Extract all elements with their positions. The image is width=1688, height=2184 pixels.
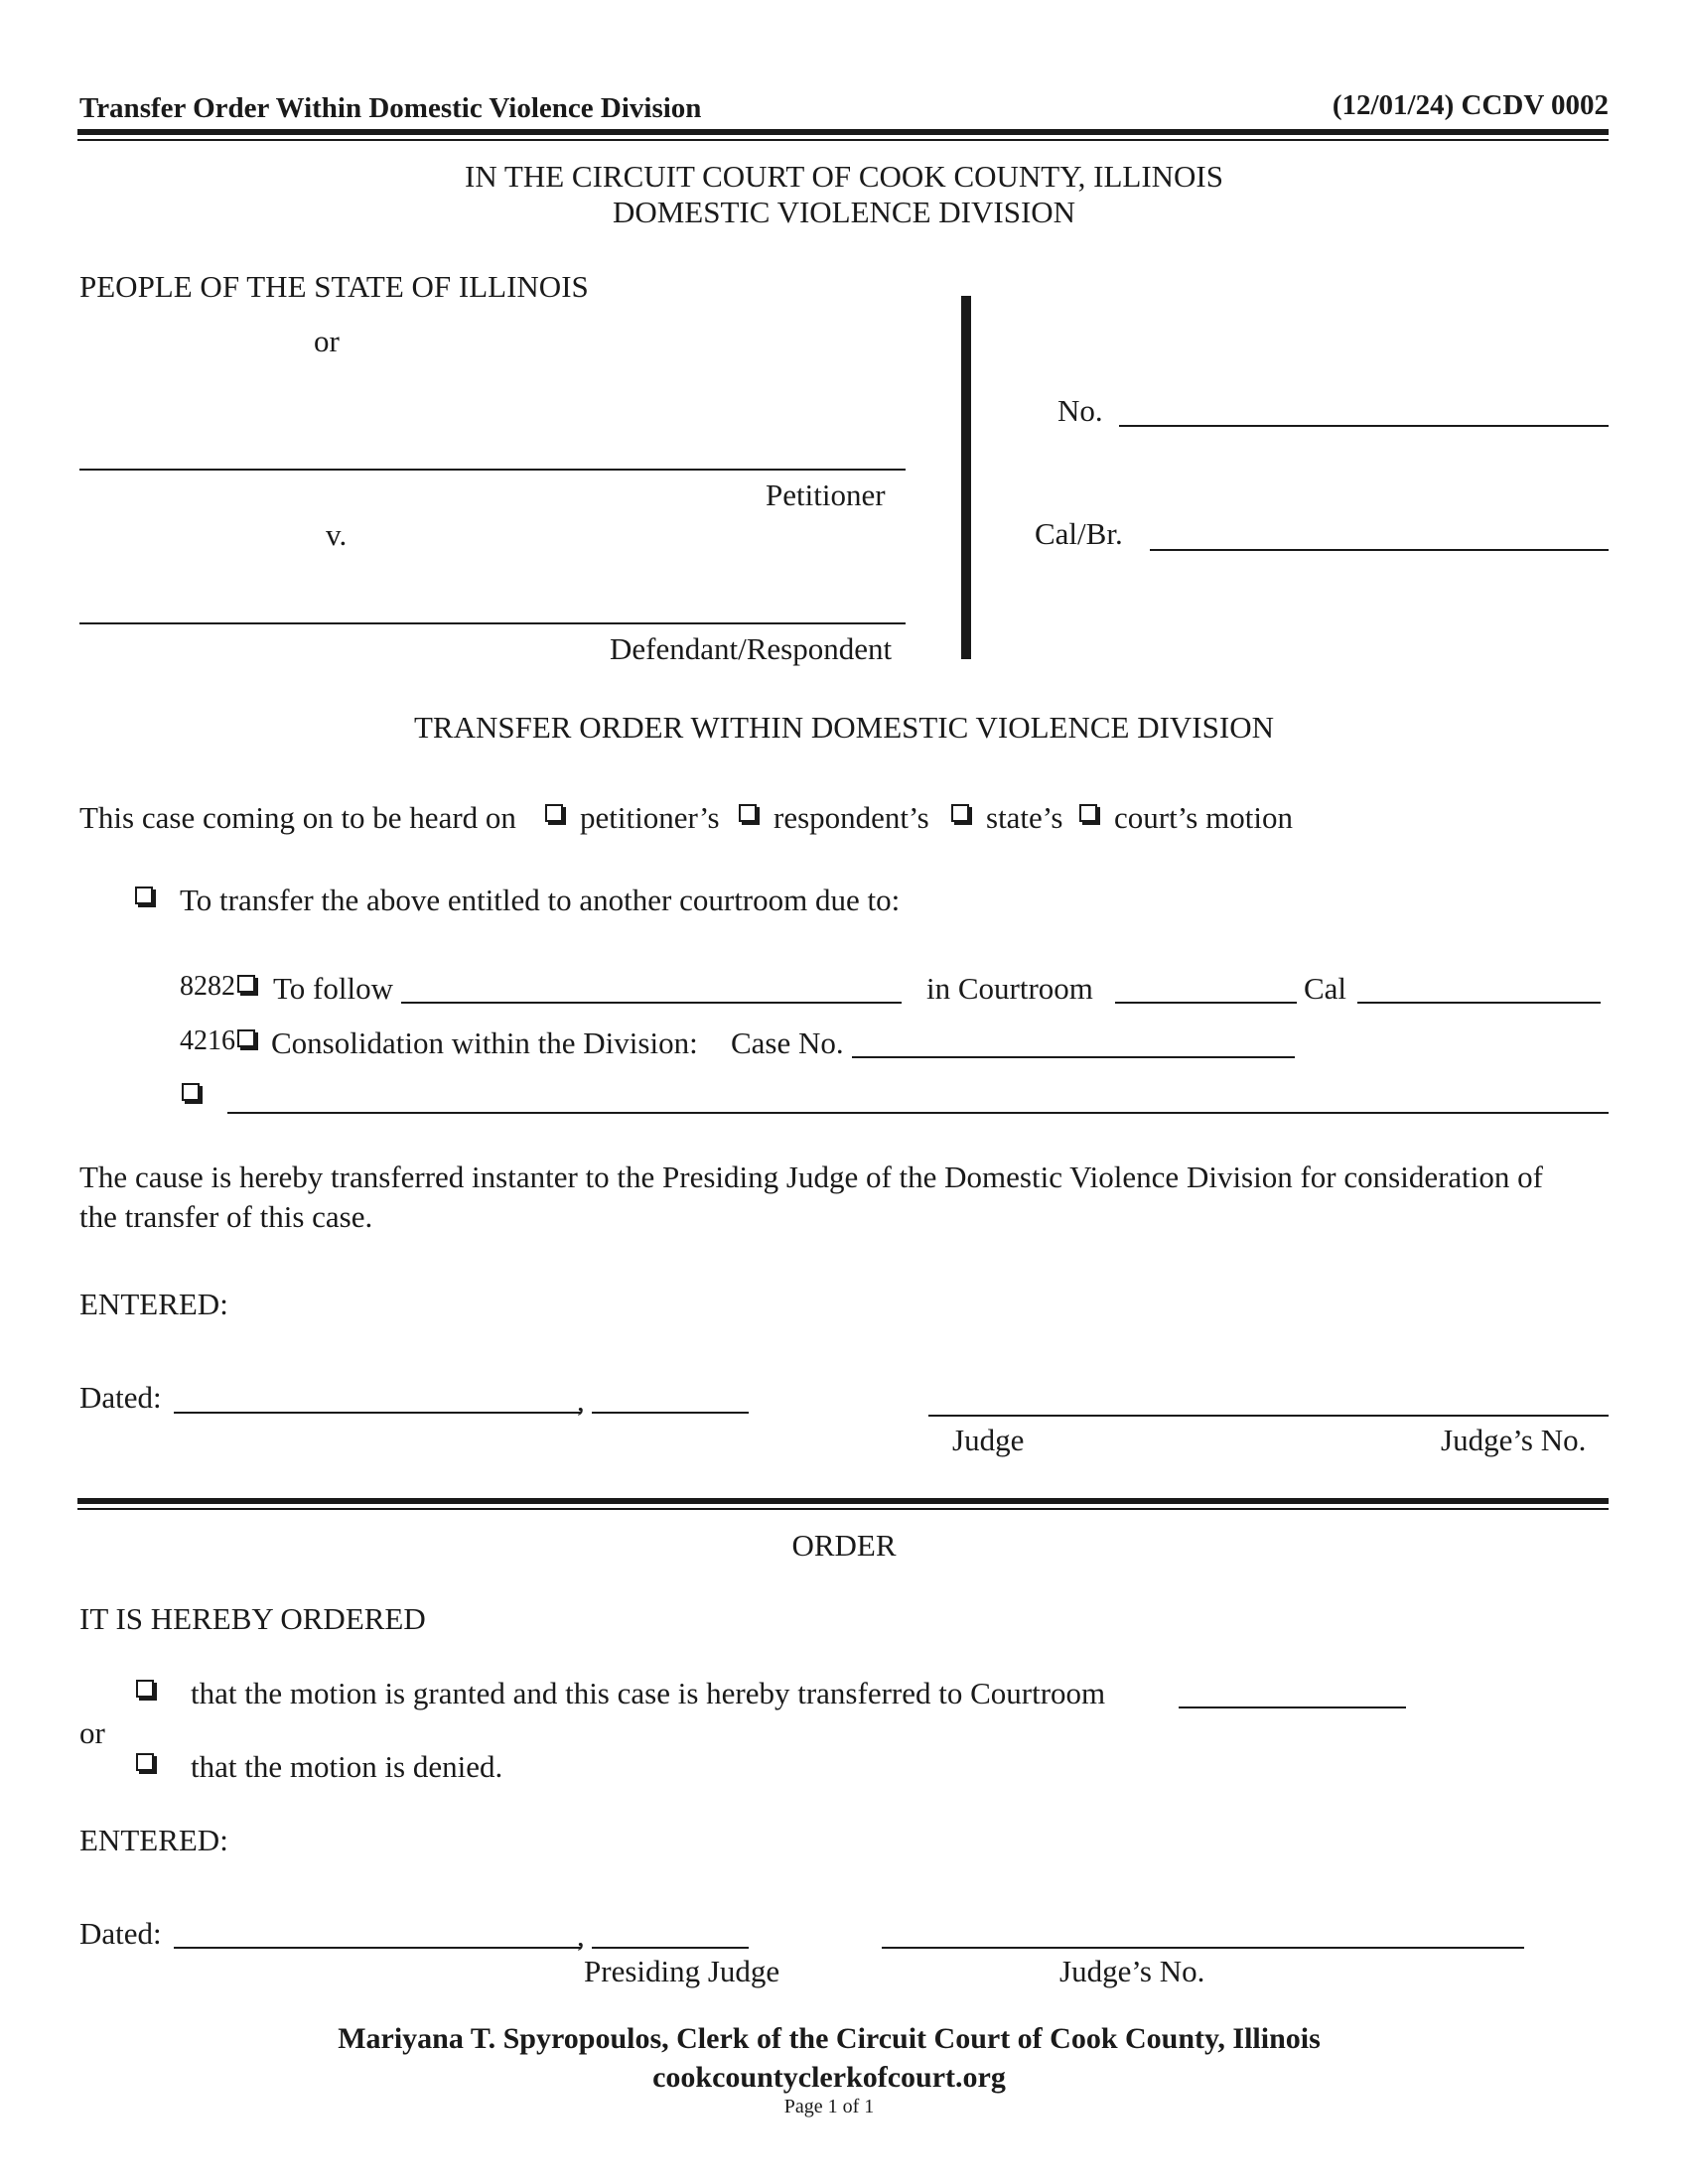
caption-divider [961,296,971,659]
order-or-text: or [79,1715,105,1750]
page-number: Page 1 of 1 [783,2096,875,2117]
people-of-state: PEOPLE OF THE STATE OF ILLINOIS [79,269,589,304]
calendar-branch-input[interactable] [1150,549,1609,551]
respondent-motion-label: respondent’s [774,800,929,835]
division-name: DOMESTIC VIOLENCE DIVISION [612,195,1076,229]
court-motion-checkbox[interactable] [1079,804,1097,822]
follow-cal-input[interactable] [1357,1002,1601,1004]
follow-case-input[interactable] [401,1002,902,1004]
form-code: (12/01/24) CCDV 0002 [1332,89,1609,121]
consolidation-case-label: Case No. [731,1025,844,1060]
granted-courtroom-input[interactable] [1179,1706,1406,1708]
granted-text: that the motion is granted and this case is hereby transferred to Courtroom [191,1676,1106,1710]
consolidation-label: Consolidation within the Division: [271,1025,698,1060]
consolidation-case-input[interactable] [852,1056,1295,1058]
order-heading: ORDER [791,1528,897,1563]
follow-code: 8282 [180,971,235,1002]
dated-comma: , [577,1383,585,1418]
order-rule-thick [77,1498,1609,1504]
order-dated-date-input[interactable] [174,1947,581,1949]
court-name: IN THE CIRCUIT COURT OF COOK COUNTY, ILLINOIS [465,159,1223,194]
order-title: TRANSFER ORDER WITHIN DOMESTIC VIOLENCE DIVISION [414,710,1274,745]
transfer-checkbox[interactable] [135,887,153,904]
or-text: or [314,324,340,358]
order-rule-thin [77,1508,1609,1510]
presiding-judge-signature-input[interactable] [882,1947,1524,1949]
hereby-ordered: IT IS HEREBY ORDERED [79,1601,426,1636]
petitioner-motion-checkbox[interactable] [545,804,563,822]
order-entered-label: ENTERED: [79,1823,228,1857]
follow-cal-label: Cal [1304,971,1347,1006]
header-rule-thick [77,129,1609,135]
cause-text-line-1: The cause is hereby transferred instanter to the Presiding Judge of the Domestic Violence Division for consideration of [79,1160,1543,1194]
form-title: Transfer Order Within Domestic Violence Division [79,92,702,124]
order-dated-comma: , [577,1918,585,1953]
follow-checkbox[interactable] [237,975,255,993]
calendar-branch-label: Cal/Br. [1035,516,1123,551]
entered-label: ENTERED: [79,1287,228,1321]
judge-signature-input[interactable] [928,1415,1609,1417]
presiding-judge-label: Presiding Judge [584,1954,780,1988]
state-motion-label: state’s [986,800,1063,835]
motion-intro: This case coming on to be heard on [79,800,516,835]
dated-label: Dated: [79,1380,162,1415]
header-rule-thin [77,139,1609,141]
granted-checkbox[interactable] [136,1680,154,1698]
denied-checkbox[interactable] [136,1753,154,1771]
consolidation-code: 4216 [180,1025,235,1056]
versus-text: v. [326,517,348,552]
other-reason-input[interactable] [227,1112,1609,1114]
consolidation-checkbox[interactable] [237,1029,255,1047]
other-reason-checkbox[interactable] [182,1083,200,1101]
dated-year-input[interactable] [592,1412,749,1414]
transfer-intro: To transfer the above entitled to another courtroom due to: [180,883,901,917]
order-judges-no-label: Judge’s No. [1059,1954,1205,1988]
clerk-name: Mariyana T. Spyropoulos, Clerk of the Circuit Court of Cook County, Illinois [338,2022,1321,2055]
follow-courtroom-input[interactable] [1115,1002,1297,1004]
judges-no-label: Judge’s No. [1441,1423,1587,1457]
in-courtroom-label: in Courtroom [926,971,1093,1006]
judge-label: Judge [952,1423,1025,1457]
cause-text-line-2: the transfer of this case. [79,1199,373,1234]
respondent-name-input[interactable] [79,622,906,624]
respondent-motion-checkbox[interactable] [739,804,757,822]
petitioner-motion-label: petitioner’s [580,800,720,835]
order-dated-year-input[interactable] [592,1947,749,1949]
court-motion-label: court’s motion [1114,800,1293,835]
petitioner-name-input[interactable] [79,469,906,471]
dated-date-input[interactable] [174,1412,581,1414]
petitioner-label: Petitioner [766,478,886,512]
clerk-website: cookcountyclerkofcourt.org [652,2061,1006,2094]
denied-text: that the motion is denied. [191,1749,503,1784]
case-number-label: No. [1057,393,1103,428]
case-number-input[interactable] [1119,425,1609,427]
follow-label: To follow [273,971,393,1006]
state-motion-checkbox[interactable] [951,804,969,822]
respondent-label: Defendant/Respondent [610,631,893,666]
order-dated-label: Dated: [79,1916,162,1951]
